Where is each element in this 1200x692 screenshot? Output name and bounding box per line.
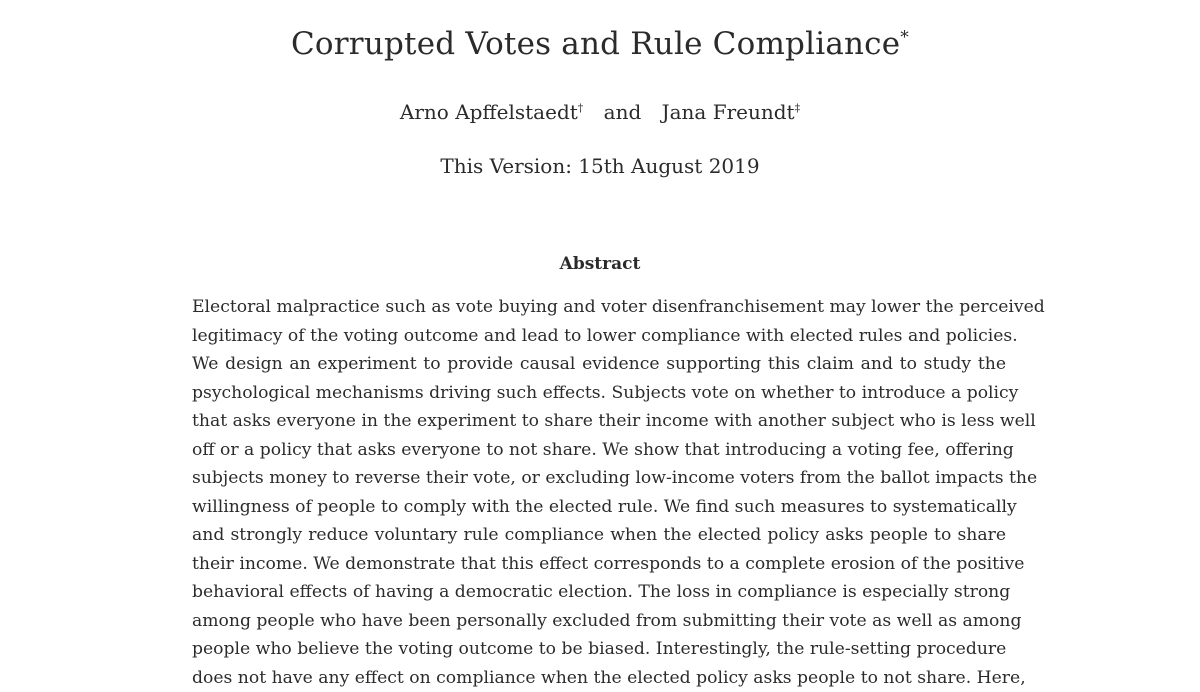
abstract-line: and strongly reduce voluntary rule compliance when the elected policy asks people to share (192, 521, 1006, 550)
version-date: This Version: 15th August 2019 (0, 154, 1200, 178)
author-name: Arno Apffelstaedt (400, 100, 578, 124)
abstract-line: does not have any effect on compliance when the elected policy asks people to not share. Here, (192, 664, 1006, 692)
abstract-heading: Abstract (0, 254, 1200, 274)
paper-title-text: Corrupted Votes and Rule Compliance (291, 26, 900, 62)
author-line (0, 100, 1200, 124)
abstract-line: Electoral malpractice such as vote buying and voter disenfranchisement may lower the perceived (192, 293, 1006, 322)
abstract-line: We design an experiment to provide causal evidence supporting this claim and to study the (192, 350, 1006, 379)
abstract-line: among people who have been personally excluded from submitting their vote as well as among (192, 607, 1006, 636)
abstract-line: their income. We demonstrate that this effect corresponds to a complete erosion of the positive (192, 550, 1006, 579)
author-connector: and (604, 100, 642, 124)
abstract-line: people who believe the voting outcome to be biased. Interestingly, the rule-setting procedure (192, 635, 1006, 664)
abstract-body (192, 293, 1006, 692)
abstract-line: that asks everyone in the experiment to share their income with another subject who is less well (192, 407, 1006, 436)
abstract-line: willingness of people to comply with the elected rule. We find such measures to systematically (192, 493, 1006, 522)
author-footnote-mark: † (578, 101, 584, 114)
paper-title (0, 26, 1200, 62)
abstract-line: legitimacy of the voting outcome and lead to lower compliance with elected rules and policies. (192, 322, 1006, 351)
abstract-line: psychological mechanisms driving such effects. Subjects vote on whether to introduce a policy (192, 379, 1006, 408)
author-name: Jana Freundt (662, 100, 795, 124)
abstract-line: subjects money to reverse their vote, or excluding low-income voters from the ballot impacts the (192, 464, 1006, 493)
abstract-line: behavioral effects of having a democratic election. The loss in compliance is especially strong (192, 578, 1006, 607)
abstract-line: off or a policy that asks everyone to not share. We show that introducing a voting fee, offering (192, 436, 1006, 465)
title-footnote-mark: * (900, 28, 909, 48)
author-footnote-mark: ‡ (795, 101, 801, 114)
